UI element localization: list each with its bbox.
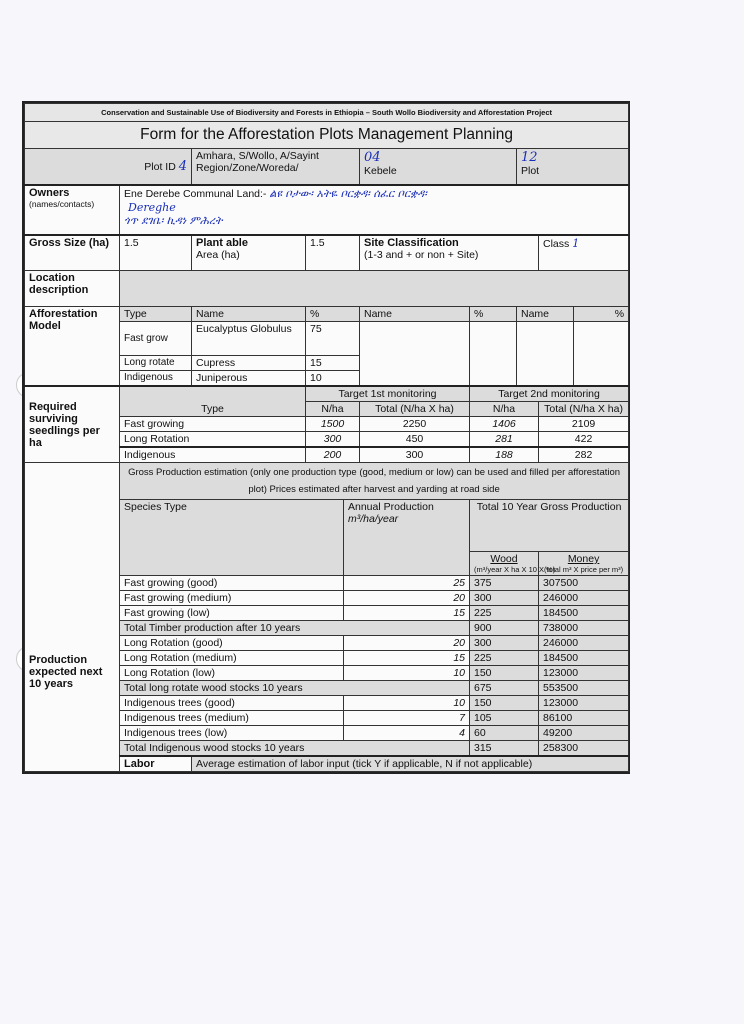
production-row-annual: 25 [344, 576, 470, 591]
seedlings-total-1: Total (N/ha X ha) [360, 402, 470, 417]
site-label: Site Classification [364, 236, 459, 249]
production-wood-header: Wood [490, 553, 518, 565]
kebele-value: 04 [364, 150, 381, 165]
gross-label-cell [25, 235, 120, 271]
production-row-species: Long Rotation (good) [120, 636, 344, 651]
kebele-cell [360, 149, 517, 185]
seedlings-total-2: Total (N/ha X ha) [539, 402, 629, 417]
production-row-wood: 375 [470, 576, 539, 591]
seedlings-row-t2: 282 [539, 447, 629, 463]
seedlings-row-t2: 422 [539, 432, 629, 448]
seedlings-row-n2: 188 [470, 447, 539, 463]
production-row-species: Indigenous trees (medium) [120, 711, 344, 726]
production-row-annual: 10 [344, 666, 470, 681]
model-header-name-1: Name [192, 307, 306, 322]
production-total-label: Total long rotate wood stocks 10 years [120, 681, 470, 696]
production-row-money: 246000 [539, 636, 629, 651]
class-cell [539, 235, 629, 271]
production-annual-unit: m³/ha/year [348, 513, 399, 525]
production-money-header-cell [539, 552, 629, 576]
region-cell [192, 149, 360, 185]
model-row-name: Eucalyptus Globulus [192, 322, 306, 356]
production-row-money: 246000 [539, 591, 629, 606]
model-row-type: Long rotate [120, 356, 192, 371]
production-row-annual: 15 [344, 651, 470, 666]
model-header-pct-2: % [470, 307, 517, 322]
seedlings-row-n1: 300 [306, 432, 360, 448]
production-money-unit: (total m³ X price per m³) [543, 565, 624, 574]
production-row-money: 123000 [539, 666, 629, 681]
production-species-header: Species Type [120, 500, 344, 576]
plot-label: Plot [521, 165, 540, 177]
production-row-money: 307500 [539, 576, 629, 591]
production-total-money: 258300 [539, 741, 629, 757]
afforestation-form [22, 101, 630, 774]
model-row-pct: 15 [306, 356, 360, 371]
production-row-money: 123000 [539, 696, 629, 711]
kebele-label: Kebele [364, 165, 397, 177]
location-value [120, 271, 629, 307]
class-value: 1 [572, 236, 580, 250]
seedlings-row-n2: 1406 [470, 417, 539, 432]
production-total-wood: 900 [470, 621, 539, 636]
production-total10-header: Total 10 Year Gross Production [470, 500, 629, 552]
production-row-money: 184500 [539, 606, 629, 621]
production-row-wood: 150 [470, 666, 539, 681]
seedlings-row-t1: 300 [360, 447, 470, 463]
seedlings-type-header: Type [120, 386, 306, 417]
form-title: Form for the Afforestation Plots Management Planning [25, 122, 629, 149]
model-empty [517, 322, 574, 387]
gross-label: Gross Size (ha) [29, 236, 110, 249]
plot-id-value: 4 [178, 158, 187, 174]
owners-label-cell [25, 185, 120, 235]
plot-value: 12 [521, 150, 538, 165]
production-row-annual: 4 [344, 726, 470, 741]
production-row-annual: 20 [344, 636, 470, 651]
model-row-type: Fast grow [120, 322, 192, 356]
site-cell [360, 235, 539, 271]
seedlings-row-n1: 200 [306, 447, 360, 463]
production-wood-unit: (m³/year X ha X 10 X %) [474, 565, 556, 574]
model-label: Afforestation Model [25, 307, 120, 387]
location-label: Location description [25, 271, 120, 307]
owners-label: Owners [29, 186, 70, 199]
model-row-type: Indigenous [120, 371, 192, 387]
production-row-annual: 10 [344, 696, 470, 711]
model-empty [470, 322, 517, 387]
labor-label: Labor [120, 756, 192, 772]
project-banner: Conservation and Sustainable Use of Biodiversity and Forests in Ethiopia – South Wollo Biodiversity and Afforestation Project [25, 104, 629, 122]
production-annual-header-cell [344, 500, 470, 576]
model-header-pct-1: % [306, 307, 360, 322]
seedlings-nha-1: N/ha [306, 402, 360, 417]
seedlings-row-n2: 281 [470, 432, 539, 448]
model-header-type: Type [120, 307, 192, 322]
production-row-wood: 105 [470, 711, 539, 726]
labor-text: Average estimation of labor input (tick Y if applicable, N if not applicable) [192, 756, 629, 772]
plantable-cell [192, 235, 306, 271]
production-total-wood: 315 [470, 741, 539, 757]
model-row-name: Cupress [192, 356, 306, 371]
production-total-money: 553500 [539, 681, 629, 696]
seedlings-row-n1: 1500 [306, 417, 360, 432]
production-intro: Gross Production estimation (only one production type (good, medium or low) can be used and filled per afforestation plot) Prices estimated after harvest and yarding at road side [120, 463, 629, 500]
production-wood-header-cell [470, 552, 556, 576]
class-label: Class [543, 237, 570, 250]
production-row-wood: 225 [470, 651, 539, 666]
plot-id-cell [25, 149, 192, 185]
seedlings-row-type: Fast growing [120, 417, 306, 432]
owners-handwritten-2: ጎጥ ደገቤ፡ ኪዳነ ምሕረት [124, 213, 223, 227]
gross-value: 1.5 [120, 235, 192, 271]
production-row-annual: 20 [344, 591, 470, 606]
production-row-species: Indigenous trees (good) [120, 696, 344, 711]
model-row-name: Juniperous [192, 371, 306, 387]
seedlings-row-type: Long Rotation [120, 432, 306, 448]
region-value: Amhara, S/Wollo, A/Sayint [196, 150, 319, 162]
production-row-wood: 150 [470, 696, 539, 711]
model-row-pct: 10 [306, 371, 360, 387]
production-row-annual: 7 [344, 711, 470, 726]
production-row-species: Fast growing (low) [120, 606, 344, 621]
production-row-money: 49200 [539, 726, 629, 741]
form-table [24, 103, 629, 772]
production-money-header: Money [567, 553, 600, 565]
seedlings-target2-header: Target 2nd monitoring [470, 386, 629, 402]
seedlings-nha-2: N/ha [470, 402, 539, 417]
seedlings-row-t1: 450 [360, 432, 470, 448]
production-total-money: 738000 [539, 621, 629, 636]
plot-cell [517, 149, 629, 185]
model-header-pct-3: % [574, 307, 629, 322]
seedlings-row-type: Indigenous [120, 447, 306, 463]
production-total-label: Total Indigenous wood stocks 10 years [120, 741, 470, 757]
production-row-species: Indigenous trees (low) [120, 726, 344, 741]
site-sublabel: (1-3 and + or non + Site) [364, 248, 479, 261]
plantable-value: 1.5 [306, 235, 360, 271]
model-row-pct: 75 [306, 322, 360, 356]
production-row-species: Fast growing (good) [120, 576, 344, 591]
seedlings-row-t2: 2109 [539, 417, 629, 432]
model-empty [574, 322, 629, 387]
plantable-sublabel: Area (ha) [196, 248, 240, 261]
owners-sublabel: (names/contacts) [29, 198, 95, 209]
production-row-annual: 15 [344, 606, 470, 621]
owners-printed: Ene Derebe Communal Land:- [124, 187, 267, 200]
plantable-label: Plant able [196, 236, 248, 249]
production-row-wood: 300 [470, 636, 539, 651]
plot-id-label: Plot ID [144, 160, 176, 173]
model-header-name-2: Name [360, 307, 470, 322]
production-total-wood: 675 [470, 681, 539, 696]
production-row-species: Fast growing (medium) [120, 591, 344, 606]
production-row-wood: 225 [470, 606, 539, 621]
production-row-money: 184500 [539, 651, 629, 666]
region-label: Region/Zone/Woreda/ [196, 162, 299, 174]
seedlings-target1-header: Target 1st monitoring [306, 386, 470, 402]
production-annual-header: Annual Production [348, 501, 434, 513]
model-empty [360, 322, 470, 387]
production-row-wood: 60 [470, 726, 539, 741]
model-header-name-3: Name [517, 307, 574, 322]
seedlings-label: Required surviving seedlings per ha [25, 386, 120, 463]
owners-handwritten-1: ልዩ ቦታው፡ አትዬ ቦርቋዳ፡ ሰፈር ቦርቋዳ፡ [269, 186, 427, 200]
production-total-label: Total Timber production after 10 years [120, 621, 470, 636]
production-row-money: 86100 [539, 711, 629, 726]
production-label: Production expected next 10 years [25, 463, 120, 772]
production-row-wood: 300 [470, 591, 539, 606]
seedlings-row-t1: 2250 [360, 417, 470, 432]
owners-overwrite: Dereghe [128, 200, 176, 214]
production-row-species: Long Rotation (low) [120, 666, 344, 681]
production-row-species: Long Rotation (medium) [120, 651, 344, 666]
owners-value-cell [120, 185, 629, 235]
